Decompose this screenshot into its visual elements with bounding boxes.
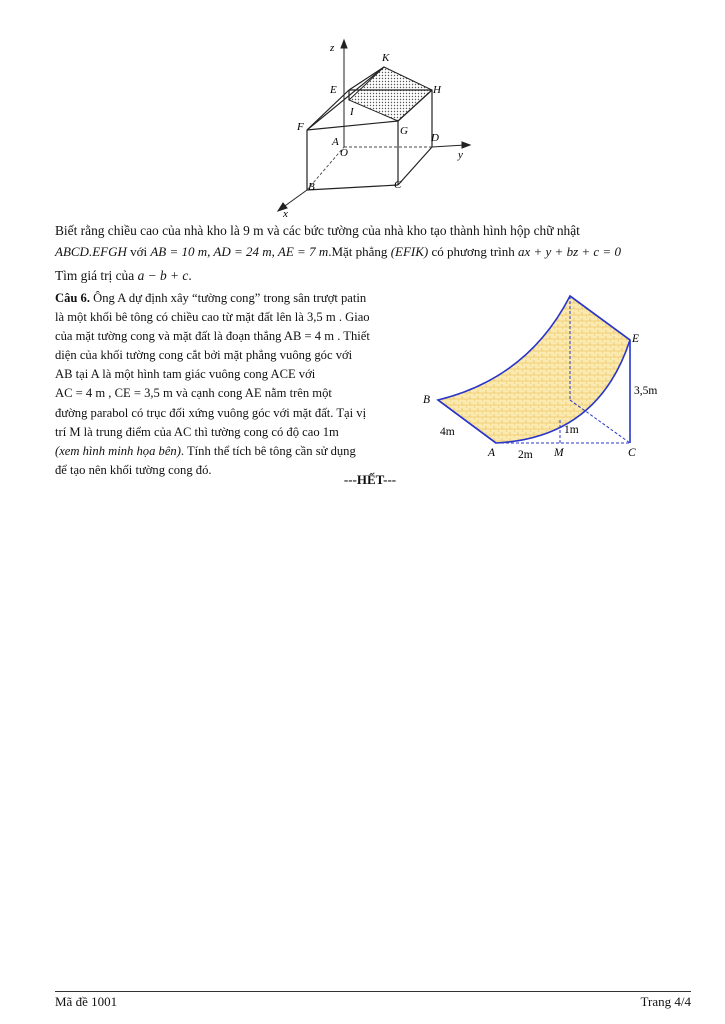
label-K: K bbox=[382, 52, 390, 64]
footer-page-number: Trang 4/4 bbox=[640, 994, 691, 1009]
label-E2: E bbox=[632, 333, 640, 345]
label-AB-length: 4m bbox=[440, 426, 455, 438]
footer-exam-code: Mã đề 1001 bbox=[55, 994, 118, 1009]
label-D: D bbox=[431, 132, 439, 144]
label-G: G bbox=[400, 125, 408, 137]
problem6-text: Câu 6. Ông A dự định xây “tường cong” trong sân trượt patin là một khối bê tông có chiều cao từ mặt đất lên là 3,5 m . Giao của mặt tường cong và mặt đất là đoạn thẳng AB = 4 m . Thiết diện của khối tường cong cắt bởi mặt phẳng vuông góc với AB tại A là một hình tam giác vuông cong ACE với AC = 4 m , CE = 3,5 m và cạnh cong AE nằm trên một đường parabol có trục đối xứng vuông góc với mặt đất. Tại vị trí M là trung điểm của AC thì tường cong có độ cao 1m (xem hình minh họa bên). Tính thể tích bê tông cần sử dụng để tạo nên khối tường cong đó. bbox=[55, 291, 370, 477]
problem6-title: Câu 6 bbox=[55, 291, 87, 305]
label-y: y bbox=[458, 149, 463, 161]
label-I: I bbox=[350, 106, 354, 118]
label-C2: C bbox=[628, 447, 636, 459]
problem5-line2: ABCD.EFGH với AB = 10 m, AD = 24 m, AE = 7 m.Mặt phẳng (EFIK) có phương trình ax + y + bz + c = 0 bbox=[55, 244, 621, 259]
footer-divider bbox=[55, 991, 691, 992]
end-mark: ---HẾT--- bbox=[343, 472, 397, 487]
problem5-line3: Tìm giá trị của a − b + c. bbox=[55, 268, 192, 283]
label-O: O bbox=[340, 147, 348, 159]
label-z: z bbox=[330, 42, 335, 54]
label-M-height: 1m bbox=[564, 424, 579, 436]
label-A: A bbox=[332, 136, 339, 148]
problem5-line1: Biết rằng chiều cao của nhà kho là 9 m và các bức tường của nhà kho tạo thành hình hộp chữ nhật bbox=[55, 223, 580, 238]
roof-shaded-face bbox=[349, 67, 432, 121]
label-A2: A bbox=[488, 447, 496, 459]
curved-wall-figure bbox=[418, 288, 668, 466]
warehouse-figure bbox=[270, 35, 480, 220]
label-x: x bbox=[283, 208, 288, 220]
label-M2: M bbox=[554, 447, 564, 459]
label-F: F bbox=[297, 121, 304, 133]
label-AM-length: 2m bbox=[518, 449, 533, 461]
label-B: B bbox=[308, 181, 315, 193]
label-B2: B bbox=[423, 394, 431, 406]
label-C: C bbox=[394, 179, 402, 191]
label-H: H bbox=[433, 84, 441, 96]
label-CE-length: 3,5m bbox=[634, 385, 658, 397]
label-E: E bbox=[330, 84, 337, 96]
